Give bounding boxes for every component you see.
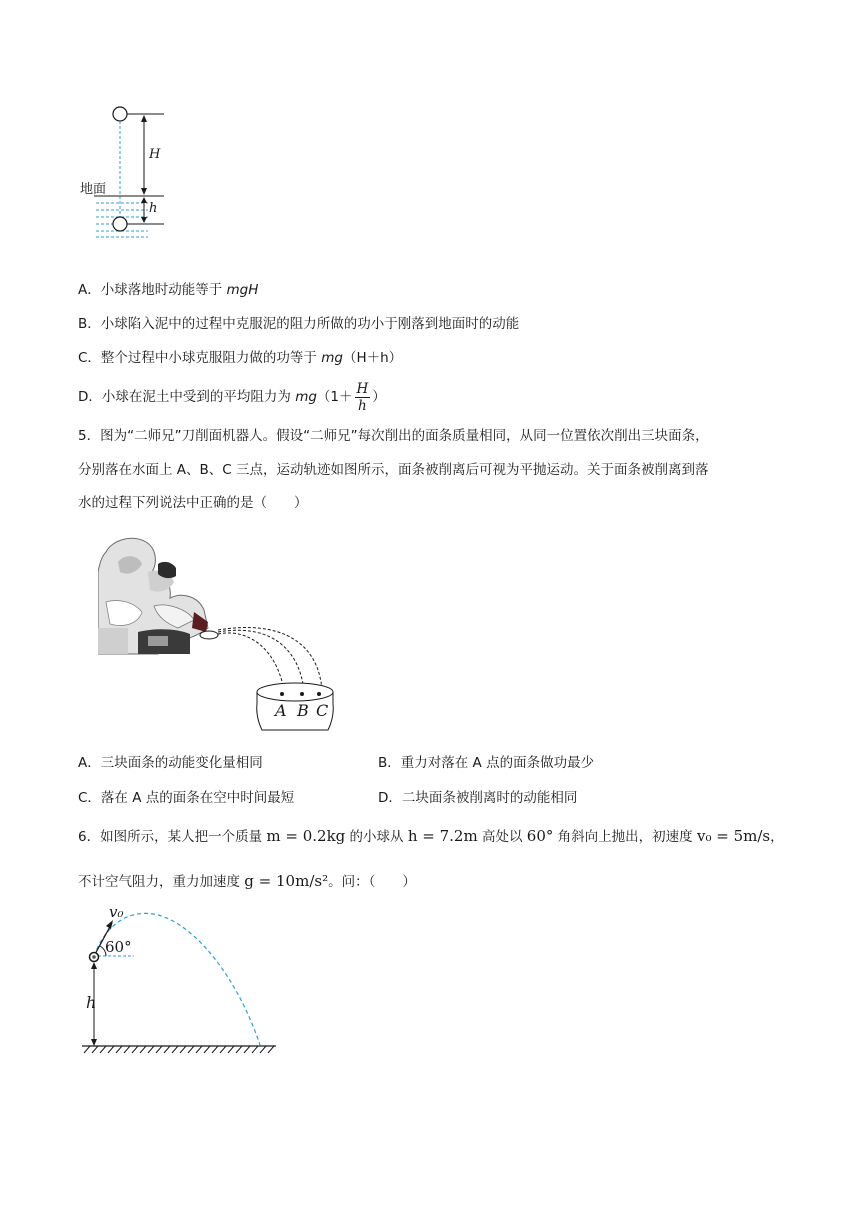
label-ground: 地面 xyxy=(80,182,107,197)
q6-stem-line-2: 不计空气阻力，重力加速度 g = 10m/s²。问：（ ） xyxy=(78,872,416,890)
q5-stem-line-3: 水的过程下列说法中正确的是（ ） xyxy=(78,495,308,511)
landing-point-a: A xyxy=(275,701,287,720)
q5-stem-line-1: 5．图为“二师兄”刀削面机器人。假设“二师兄”每次削出的面条质量相同，从同一位置依次削出三块面条， xyxy=(78,428,709,444)
label-h: h xyxy=(149,201,158,216)
label-H: H xyxy=(149,147,161,162)
ball-bottom xyxy=(113,217,127,231)
label-h-q6: h xyxy=(86,993,97,1012)
ground-hatching xyxy=(84,1046,274,1053)
q5-option-b: B．重力对落在 A 点的面条做功最少 xyxy=(378,755,595,771)
projectile-trajectory xyxy=(94,913,260,1045)
noodle-trajectories xyxy=(218,628,322,691)
fraction-H-over-h: $\frac{H}{h}$ xyxy=(356,380,369,414)
q5-option-c: C．落在 A 点的面条在空中时间最短 xyxy=(78,790,295,806)
q4-figure xyxy=(78,100,208,245)
label-60-degrees: 60° xyxy=(105,938,132,956)
q5-stem-line-2: 分别落在水面上 A、B、C 三点，运动轨迹如图所示，面条被削离后可视为平抛运动。关于面条被削离到落 xyxy=(78,462,709,478)
q5-option-d: D．二块面条被削离时的动能相同 xyxy=(378,790,578,806)
landing-point-b: B xyxy=(297,701,309,720)
q4-option-a: A．小球落地时动能等于 mgH xyxy=(78,282,259,298)
q6-stem-line-1: 6．如图所示，某人把一个质量 m = 0.2kg 的小球从 h = 7.2m 高处以 60° 角斜向上抛出，初速度 v₀ = 5m/s， xyxy=(78,827,784,845)
q5-option-a: A．三块面条的动能变化量相同 xyxy=(78,755,263,771)
landing-point-c: C xyxy=(316,701,329,720)
q4-option-b: B．小球陷入泥中的过程中克服泥的阻力所做的功小于刚落到地面时的动能 xyxy=(78,316,520,332)
label-v0: v₀ xyxy=(109,903,124,921)
ball-top xyxy=(113,107,127,121)
noodle-dough xyxy=(200,631,218,639)
q4-option-d: D．小球在泥土中受到的平均阻力为 mg（1＋ $\frac{H}{h}$ ） xyxy=(78,380,386,414)
q6-figure xyxy=(78,905,288,1055)
q4-option-c: C．整个过程中小球克服阻力做的功等于 mg（H＋h） xyxy=(78,350,403,366)
noodle-robot-illustration xyxy=(98,538,208,654)
